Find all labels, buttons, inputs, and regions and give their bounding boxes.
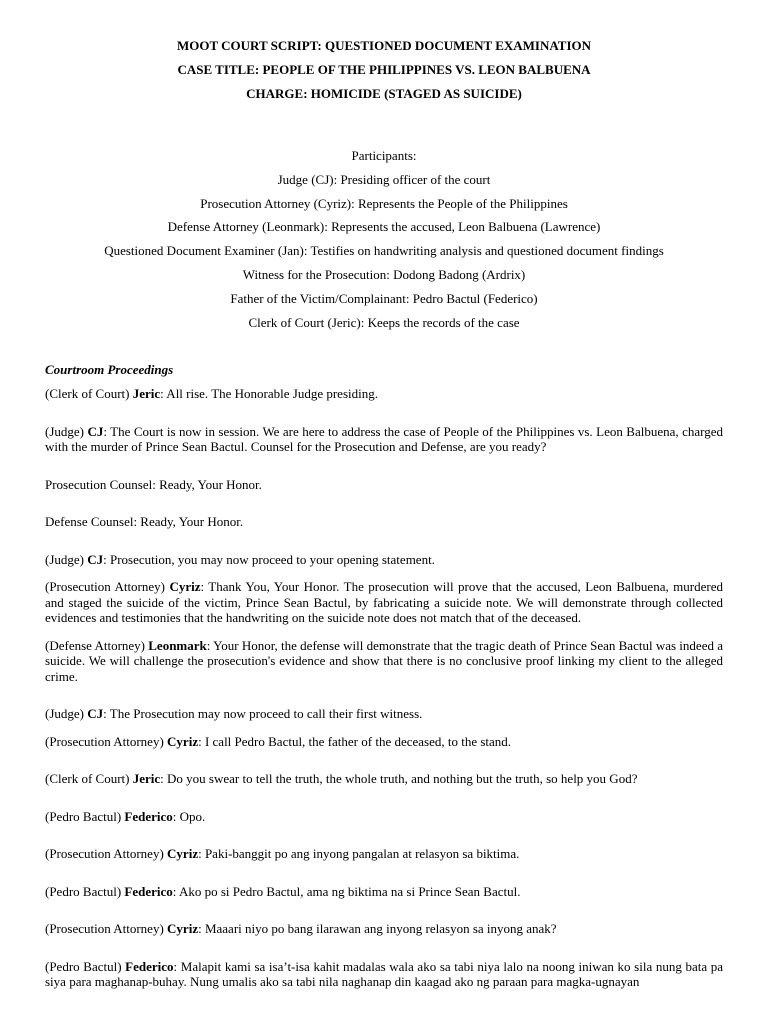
transcript-line: (Judge) CJ: The Prosecution may now proceed to call their first witness. <box>45 706 423 722</box>
transcript-line: (Pedro Bactul) Federico: Ako po si Pedro Bactul, ama ng biktima na si Prince Sean Bactul. <box>45 883 521 899</box>
participant-item: Clerk of Court (Jeric): Keeps the records of the case <box>248 314 520 330</box>
participant-item: Father of the Victim/Complainant: Pedro Bactul (Federico) <box>230 290 538 306</box>
transcript-line: (Prosecution Attorney) Cyriz: Paki-banggit po ang inyong pangalan at relasyon sa biktima. <box>45 846 520 862</box>
transcript-line: (Prosecution Attorney) Cyriz: Maaari niyo po bang ilarawan ang inyong relasyon sa inyong anak? <box>45 921 557 937</box>
participant-item: Witness for the Prosecution: Dodong Badong (Ardrix) <box>242 266 526 282</box>
transcript-line: Defense Counsel: Ready, Your Honor. <box>45 514 244 530</box>
document-title: MOOT COURT SCRIPT: QUESTIONED DOCUMENT EXAMINATION <box>176 38 592 53</box>
transcript-line: (Prosecution Attorney) Cyriz: I call Pedro Bactul, the father of the deceased, to the stand. <box>45 733 512 749</box>
transcript-line: (Judge) CJ: Prosecution, you may now proceed to your opening statement. <box>45 551 435 567</box>
transcript-line: (Clerk of Court) Jeric: All rise. The Honorable Judge presiding. <box>45 386 378 402</box>
transcript-line: (Defense Attorney) Leonmark: Your Honor, the defense will demonstrate that the tragic death of Prince Sean Bactul was indeed a suicide. We will challenge the prosecution's evidence and show that there is no conclusive proof linking my client to the alleged crime. <box>45 637 723 684</box>
proceedings-heading: Courtroom Proceedings <box>45 362 174 378</box>
transcript-line: (Clerk of Court) Jeric: Do you swear to tell the truth, the whole truth, and nothing but the truth, so help you God? <box>45 771 638 787</box>
participant-item: Questioned Document Examiner (Jan): Testifies on handwriting analysis and questioned document findings <box>104 243 664 259</box>
participant-item: Judge (CJ): Presiding officer of the court <box>277 171 491 187</box>
transcript-line: Prosecution Counsel: Ready, Your Honor. <box>45 476 262 492</box>
transcript-line: (Pedro Bactul) Federico: Opo. <box>45 808 206 824</box>
transcript-line: (Judge) CJ: The Court is now in session. We are here to address the case of People of the Philippines vs. Leon Balbuena, charged with the murder of Prince Sean Bactul. Counsel for the Prosecution and Defense, are you ready? <box>45 423 723 455</box>
participants-heading: Participants: <box>351 148 417 163</box>
participants-list <box>45 148 723 338</box>
transcript-line: (Prosecution Attorney) Cyriz: Thank You, Your Honor. The prosecution will prove that the accused, Leon Balbuena, murdered and staged the suicide of the victim, Prince Sean Bactul, by fabricating a suicide note. We will demonstrate through collected evidences and testimonies that the handwriting on the suicide note does not match that of the deceased. <box>45 579 723 626</box>
participant-item: Defense Attorney (Leonmark): Represents the accused, Leon Balbuena (Lawrence) <box>167 219 601 235</box>
case-title: CASE TITLE: PEOPLE OF THE PHILIPPINES VS. LEON BALBUENA <box>177 62 591 77</box>
document-header <box>45 38 723 110</box>
proceedings-transcript <box>45 386 723 990</box>
charge-line: CHARGE: HOMICIDE (STAGED AS SUICIDE) <box>246 86 522 101</box>
participant-item: Prosecution Attorney (Cyriz): Represents the People of the Philippines <box>200 195 568 211</box>
transcript-line: (Pedro Bactul) Federico: Malapit kami sa isa’t-isa kahit madalas wala ako sa tabi niya lalo na noong iniwan ko sila nung bata pa siya para maghanap-buhay. Nung umalis ako sa tabi nila naghanap din kaagad ako ng paraan para magka-ugnayan <box>45 958 723 990</box>
